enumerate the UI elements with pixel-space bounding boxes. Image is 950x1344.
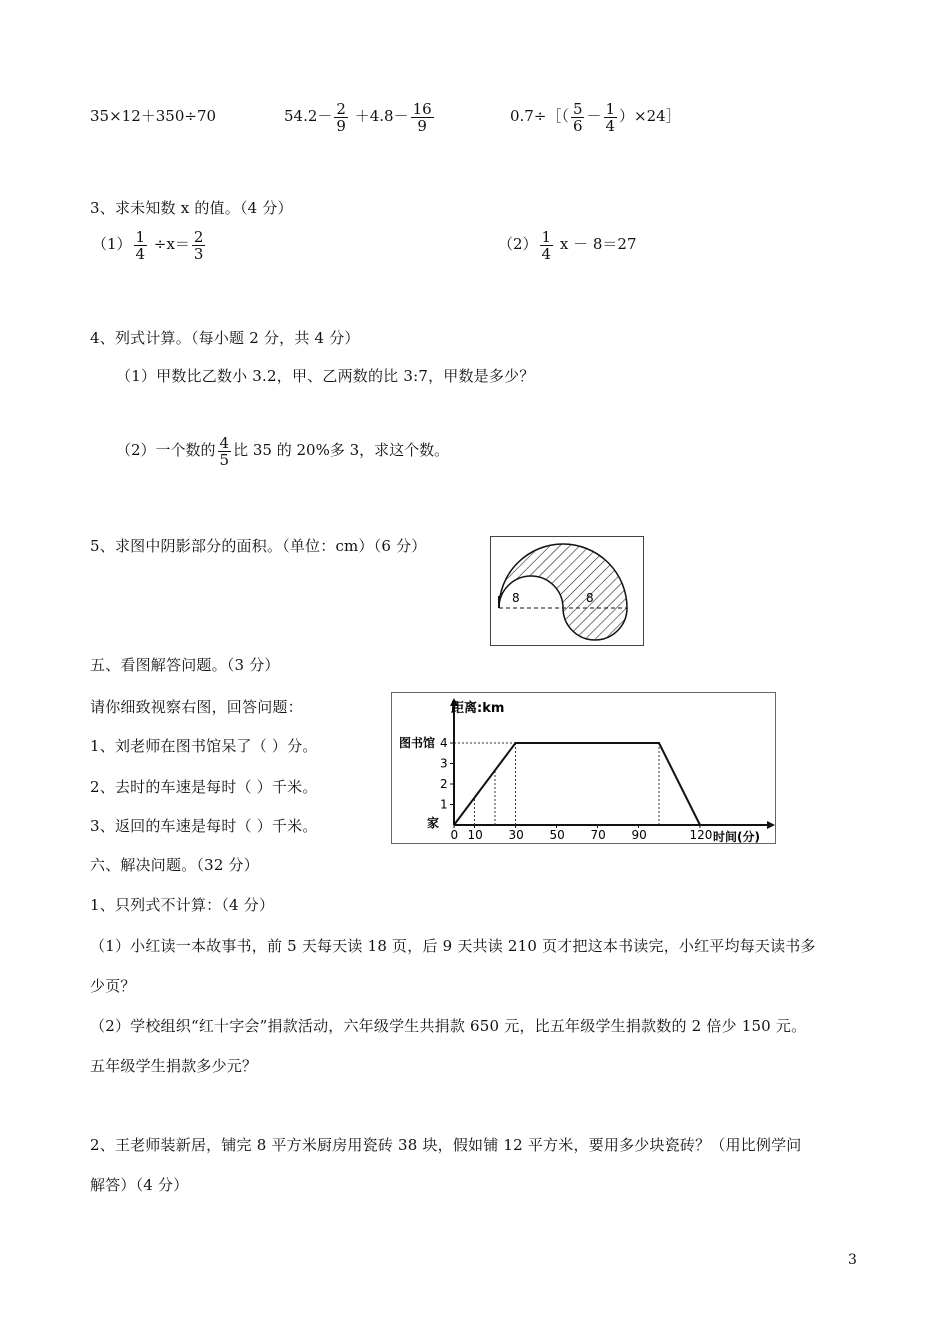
x-axis-label: 时间(分) (713, 830, 760, 844)
numerator: 2 (193, 227, 204, 246)
denominator: 9 (417, 116, 427, 135)
y-tick-label: 3 (440, 756, 448, 771)
calc-expression-1: 35×12＋350÷70 (90, 107, 217, 125)
fraction (334, 101, 348, 134)
denominator: 5 (219, 450, 230, 469)
q4-part-1: （1）甲数比乙数小 3.2，甲、乙两数的比 3:7，甲数是多少？ (116, 367, 535, 385)
q3-part-1 (92, 224, 207, 264)
q4-p2-text-b: 比 35 的 20%多 3，求这个数。 (233, 441, 450, 459)
distance-time-chart (391, 692, 776, 844)
fraction (604, 101, 618, 134)
q3-p1-text: ÷x＝ (153, 235, 190, 253)
calc-e2-part-b: ＋4.8－ (354, 107, 409, 125)
section5-title: 五、看图解答问题。（3 分） (90, 656, 280, 674)
numerator: 16 (412, 99, 432, 118)
x-axis-arrow (767, 821, 775, 829)
numerator: 1 (541, 227, 552, 246)
denominator: 4 (135, 244, 146, 263)
denominator: 4 (605, 116, 616, 135)
y-tick-label: 1 (440, 797, 448, 812)
x-tick-label: 0 (450, 828, 459, 842)
q3-title: 3、求未知数 x 的值。（4 分） (90, 199, 293, 217)
q3-p2-label: （2） (498, 235, 538, 253)
fraction (571, 101, 585, 134)
left-length-label: 8 (512, 591, 520, 605)
denominator: 3 (193, 244, 204, 263)
fraction (134, 229, 148, 262)
section6-q1-part1-line2: 少页？ (90, 977, 136, 995)
fraction (540, 229, 554, 262)
section6-q1-part2-line2: 五年级学生捐款多少元？ (90, 1057, 258, 1075)
section5-question-1: 1、刘老师在图书馆呆了（ ）分。 (90, 737, 318, 755)
numerator: 1 (605, 99, 616, 118)
numerator: 5 (572, 99, 583, 118)
section6-q1-part1-line1: （1）小红读一本故事书，前 5 天每天读 18 页，后 9 天共读 210 页才把这本书读完，小红平均每天读书多 (90, 937, 816, 955)
x-tick-label: 70 (590, 828, 606, 842)
denominator: 9 (336, 116, 346, 135)
chart-frame (392, 693, 776, 844)
calc-expression-3 (510, 96, 681, 136)
x-tick-label: 120 (689, 828, 713, 842)
section6-q1-part2-line1: （2）学校组织“红十字会”捐款活动，六年级学生共捐款 650 元，比五年级学生捐款数的 2 倍少 150 元。 (90, 1017, 807, 1035)
q4-part-2 (116, 430, 449, 470)
section5-question-2: 2、去时的车速是每时（ ）千米。 (90, 778, 318, 796)
numerator: 2 (336, 99, 346, 118)
page-number: 3 (848, 1252, 857, 1268)
calc-e3-part-b: － (586, 107, 602, 125)
q5-title: 5、求图中阴影部分的面积。（单位：cm）（6 分） (90, 537, 427, 555)
calc-e2-part-a: 54.2－ (284, 107, 333, 125)
q3-p2-text: x － 8＝27 (559, 235, 637, 253)
calc-e3-part-c: ）×24］ (619, 107, 681, 125)
chart-marks (440, 736, 712, 842)
shaded-area-figure (490, 536, 644, 646)
x-tick-label: 30 (508, 828, 524, 842)
numerator: 1 (135, 227, 146, 246)
y-tick-label: 4 (440, 736, 448, 750)
y-bottom-label: 家 (427, 816, 440, 830)
x-tick-label: 50 (549, 828, 565, 842)
y-tick-label: 2 (440, 777, 448, 791)
denominator: 6 (572, 116, 583, 135)
q4-p2-text-a: （2）一个数的 (116, 441, 216, 459)
y-axis-label: 距离:km (451, 701, 505, 716)
section6-q2-line2: 解答）（4 分） (90, 1176, 189, 1194)
section6-title: 六、解决问题。（32 分） (90, 856, 259, 874)
x-tick-label: 10 (467, 828, 483, 842)
section6-q1-title: 1、只列式不计算：（4 分） (90, 896, 275, 914)
q3-part-2 (498, 224, 637, 264)
section5-question-3: 3、返回的车速是每时（ ）千米。 (90, 817, 318, 835)
numerator: 4 (219, 433, 230, 452)
y-top-label: 图书馆 (399, 736, 436, 750)
calc-e3-part-a: 0.7÷［（ (510, 107, 569, 125)
denominator: 4 (541, 244, 552, 263)
fraction (192, 229, 206, 262)
section5-intro: 请你细致视察右图，回答问题： (90, 698, 303, 716)
x-tick-label: 90 (631, 828, 647, 842)
q3-p1-label: （1） (92, 235, 132, 253)
section6-q2-line1: 2、王老师装新居，铺完 8 平方米厨房用瓷砖 38 块，假如铺 12 平方米，要用多少块瓷砖？（用比例学问 (90, 1136, 802, 1154)
series-line (454, 743, 700, 825)
fraction (218, 435, 232, 468)
right-length-label: 8 (586, 591, 594, 605)
fraction (411, 101, 434, 134)
q4-title: 4、列式计算。（每小题 2 分，共 4 分） (90, 329, 360, 347)
calc-expression-2 (284, 96, 436, 136)
